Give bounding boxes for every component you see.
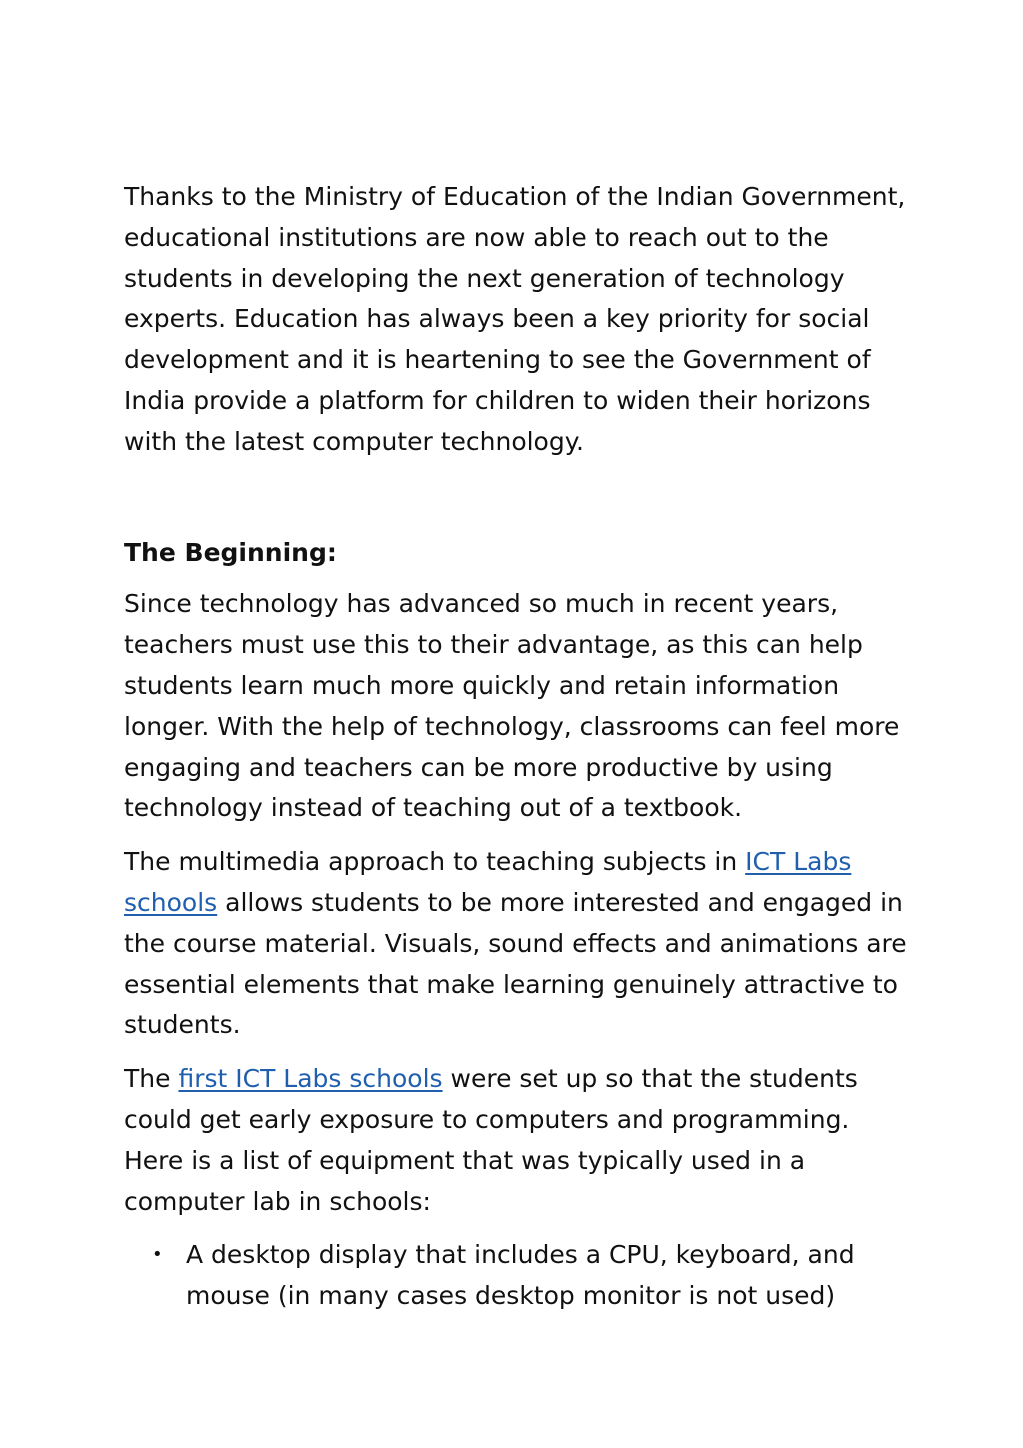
list-item bbox=[124, 1235, 914, 1317]
document-body bbox=[124, 177, 914, 1317]
intro-paragraph: Thanks to the Ministry of Education of the Indian Government, educational institutions are now able to reach out to the students in developing the next generation of technology experts. Education has always been a key priority for social development and it is heartening to see the Government of India provide a platform for children to widen their horizons with the latest computer technology. bbox=[124, 182, 906, 456]
section-heading: The Beginning: bbox=[124, 537, 337, 567]
ict-labs-schools-link[interactable]: ICT Labs schools bbox=[124, 847, 852, 917]
paragraph-text: allows students to be more interested and engaged in the course material. Visuals, sound effects and animations are essential elements that make learning genuinely attractive to students. bbox=[124, 887, 907, 1040]
bullet-icon: • bbox=[152, 1244, 163, 1266]
paragraph-technology-advantage: Since technology has advanced so much in recent years, teachers must use this to their advantage, as this can help students learn much more quickly and retain information longer. With the help of technology, classrooms can feel more engaging and teachers can be more productive by using technology instead of teaching out of a textbook. bbox=[124, 589, 900, 823]
equipment-list bbox=[124, 1235, 914, 1317]
paragraph-text: The bbox=[124, 1064, 179, 1094]
paragraph-text: were set up so that the students could get early exposure to computers and programming. Here is a list of equipment that was typically used in a computer lab in schools: bbox=[124, 1064, 858, 1216]
first-ict-labs-schools-link[interactable]: first ICT Labs schools bbox=[178, 1064, 443, 1094]
list-item-text: A desktop display that includes a CPU, keyboard, and mouse (in many cases desktop monitor is not used) bbox=[186, 1240, 855, 1311]
paragraph-first-ict-labs bbox=[124, 1059, 914, 1222]
paragraph-text: The multimedia approach to teaching subjects in bbox=[124, 847, 746, 877]
paragraph-multimedia-approach bbox=[124, 842, 914, 1046]
